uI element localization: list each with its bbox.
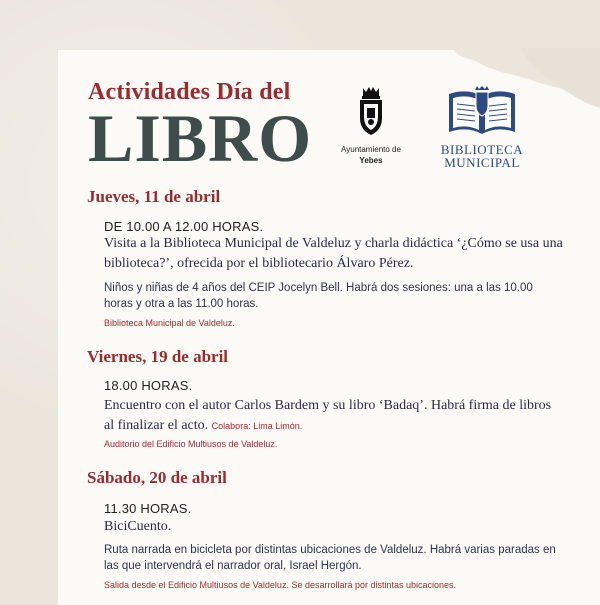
event-3-time: 11.30 HORAS. <box>104 501 192 516</box>
title-top: Actividades Día del <box>88 79 291 105</box>
event-3-location: Salida desde el Edificio Multiusos de Valdeluz. Se desarrollará por distintas ubicaciones. <box>104 580 457 590</box>
event-3-description: BiciCuento. <box>104 519 172 534</box>
yebes-logo <box>331 86 411 166</box>
coat-of-arms-icon <box>357 86 385 138</box>
biblioteca-logo <box>430 86 534 169</box>
event-2-description <box>104 396 564 436</box>
open-book-icon <box>443 86 521 138</box>
event-2-time: 18.00 HORAS. <box>104 378 193 393</box>
biblioteca-line1: BIBLIOTECA <box>440 142 524 157</box>
event-2-collaboration: Colabora: Lima Limón. <box>211 421 303 431</box>
event-3-note: Ruta narrada en bicicleta por distintas ubicaciones de Valdeluz. Habrá varias paradas en las que intervendrá el narrador oral, Israel Hergón. <box>104 544 556 572</box>
poster-header <box>88 78 313 176</box>
yebes-line2: Yebes <box>359 156 383 165</box>
event-3-day: Sábado, 20 de abril <box>87 468 227 487</box>
event-1-description: Visita a la Biblioteca Municipal de Valdeluz y charla didáctica ‘¿Cómo se usa una biblioteca?’, ofrecida por el bibliotecario Álvaro Pérez. <box>104 236 563 271</box>
event-2-description-text: Encuentro con el autor Carlos Bardem y su libro ‘Badaq’. Habrá firma de libros al finalizar el acto. <box>104 398 552 433</box>
title-big: LIBRO <box>88 100 313 176</box>
event-1-note: Niños y niñas de 4 años del CEIP Jocelyn Bell. Habrá dos sesiones: una a las 10.00 horas y otra a las 11.00 horas. <box>104 282 533 310</box>
event-2-location: Auditorio del Edificio Multiusos de Valdeluz. <box>104 439 278 449</box>
event-1-location: Biblioteca Municipal de Valdeluz. <box>104 318 235 328</box>
event-1-day: Jueves, 11 de abril <box>87 187 221 206</box>
event-2-day: Viernes, 19 de abril <box>87 347 229 366</box>
yebes-line1: Ayuntamiento de <box>341 145 401 154</box>
event-1-time: DE 10.00 A 12.00 HORAS. <box>104 219 264 234</box>
biblioteca-line2: MUNICIPAL <box>444 155 520 170</box>
